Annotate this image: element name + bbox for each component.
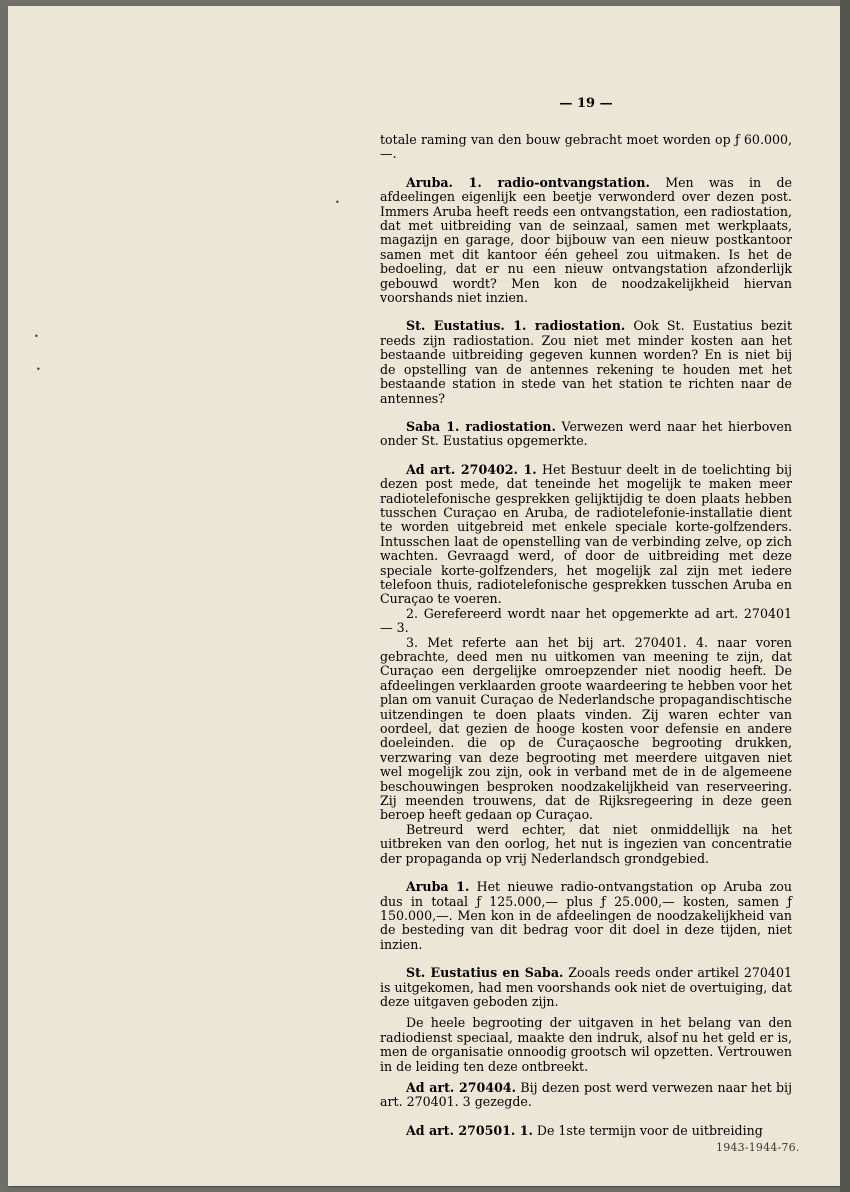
- paragraph-text: 3. Met referte aan het bij art. 270401. 4. naar voren gebrachte, deed men nu uitkomen van meening te zijn, dat Curaçao een dergelijke omroepzender niet noodig heeft. De afdeelingen verklaarden groote waardeering te hebben voor het plan om vanuit Curaçao de Nederlandsche propagandischtische uitzendingen te doen plaats vinden. Zij waren echter van oordeel, dat gezien de hooge kosten voor defensie en andere doeleinden. die op de Curaçaosche begrooting drukken, verzwaring van deze begrooting met meerdere uitgaven niet wel mogelijk zou zijn, ook in verband met de in de algemeene beschouwingen besproken noodzakelijkheid van reserveering. Zij meenden trouwens, dat de Rijksregeering in deze geen beroep heeft gedaan op Curaçao.: [380, 634, 792, 823]
- paragraph-heading: St. Eustatius. 1. radiostation.: [406, 318, 626, 334]
- paragraph: [380, 966, 792, 1009]
- paragraph-heading: Ad art. 270402. 1.: [406, 461, 537, 477]
- paragraph-text: totale raming van den bouw gebracht moet worden op ƒ 60.000,—.: [380, 132, 792, 162]
- paragraph: [380, 463, 792, 607]
- paragraph: [380, 823, 792, 866]
- paragraph-text: Men was in de afdeelingen eigenlijk een beetje verwonderd over dezen post. Immers Aruba heeft reeds een ontvangstation, een radiostation, dat met uitbreiding van de seinzaal, samen met werkplaats, magazijn en garage, door bijbouw van een nieuw postkantoor samen met dit kantoor één geheel zou uitmaken. Is het de bedoeling, dat er nu een nieuw ontvangstation afzonderlijk gebouwd wordt? Men kon de noodzakelijkheid hiervan voorshands niet inzien.: [380, 174, 792, 306]
- paragraph: [380, 636, 792, 823]
- paragraph: [380, 420, 792, 449]
- paragraph-heading: Ad art. 270501. 1.: [406, 1122, 533, 1138]
- paragraph-heading: Saba 1. radiostation.: [406, 418, 556, 434]
- paragraph-heading: Aruba 1.: [406, 879, 470, 895]
- paragraph: [380, 607, 792, 636]
- paragraph: [380, 1124, 792, 1138]
- paragraph-heading: St. Eustatius en Saba.: [406, 965, 564, 981]
- paragraph: [380, 1081, 792, 1110]
- footer-code: 1943-1944-76.: [716, 1141, 800, 1154]
- paragraph: [380, 319, 792, 405]
- paragraph: [380, 176, 792, 306]
- paragraph-text: Het Bestuur deelt in de toelichting bij dezen post mede, dat teneinde het mogelijk te maken meer radiotelefonische gesprekken gelijktijdig te doen plaats hebben tusschen Curaçao en Aruba, de radiotelefonie-installatie dient te worden uitgebreid met enkele speciale korte-golfzenders. Intusschen laat de openstelling van de verbinding zelve, op zich wachten. Gevraagd werd, of door de uitbreiding met deze speciale korte-golfzenders, het mogelijk zal zijn met iedere telefoon thuis, radiotelefonische gesprekken tusschen Aruba en Curaçao te voeren.: [380, 461, 792, 607]
- paragraph-text: De heele begrooting der uitgaven in het belang van den radiodienst speciaal, maakte den indruk, alsof nu het geld er is, men de organisatie onnoodig grootsch wil opzetten. Vertrouwen in de leiding ten deze ontbreekt.: [380, 1015, 792, 1074]
- paragraph-text: Betreurd werd echter, dat niet onmiddellijk na het uitbreken van den oorlog, het nut is ingezien van concentratie der propaganda op vrij Nederlandsch grondgebied.: [380, 821, 792, 866]
- scan-edge: [840, 0, 850, 1192]
- paragraph-text: Het nieuwe radio-ontvangstation op Aruba zou dus in totaal ƒ 125.000,— plus ƒ 25.000,— kosten, samen ƒ 150.000,—. Men kon in de afdeelingen de noodzakelijkheid van de besteding van dit bedrag voor dit doel in deze tijden, niet inzien.: [380, 879, 792, 952]
- paragraph: [380, 880, 792, 952]
- paragraph-text: 2. Gerefereerd wordt naar het opgemerkte ad art. 270401 — 3.: [380, 605, 792, 636]
- paragraph: [380, 133, 792, 162]
- page-number: — 19 —: [559, 96, 613, 111]
- paragraph-text: Zooals reeds onder artikel 270401 is uitgekomen, had men voorshands ook niet de overtuiging, dat deze uitgaven geboden zijn.: [380, 965, 792, 1009]
- speck-mark: •: [335, 198, 340, 207]
- paragraph-text: Bij dezen post werd verwezen naar het bij art. 270401. 3 gezegde.: [380, 1079, 792, 1110]
- paragraph-text: De 1ste termijn voor de uitbreiding: [536, 1122, 763, 1138]
- paragraph-heading: Aruba. 1. radio-ontvangstation.: [406, 174, 650, 190]
- speck-mark: •: [34, 332, 39, 341]
- speck-mark: •: [36, 365, 41, 374]
- paragraph-text: Ook St. Eustatius bezit reeds zijn radiostation. Zou niet met minder kosten aan het bestaande uitbreiding gegeven kunnen worden? En is niet bij de opstelling van de antennes rekening te houden met het bestaande station in stede van het station te richten naar de antennes?: [380, 318, 792, 406]
- text-column: [380, 133, 792, 1145]
- paragraph-text: Verwezen werd naar het hierboven onder St. Eustatius opgemerkte.: [380, 418, 792, 449]
- paragraph: [380, 1016, 792, 1074]
- paragraph-heading: Ad art. 270404.: [406, 1079, 516, 1095]
